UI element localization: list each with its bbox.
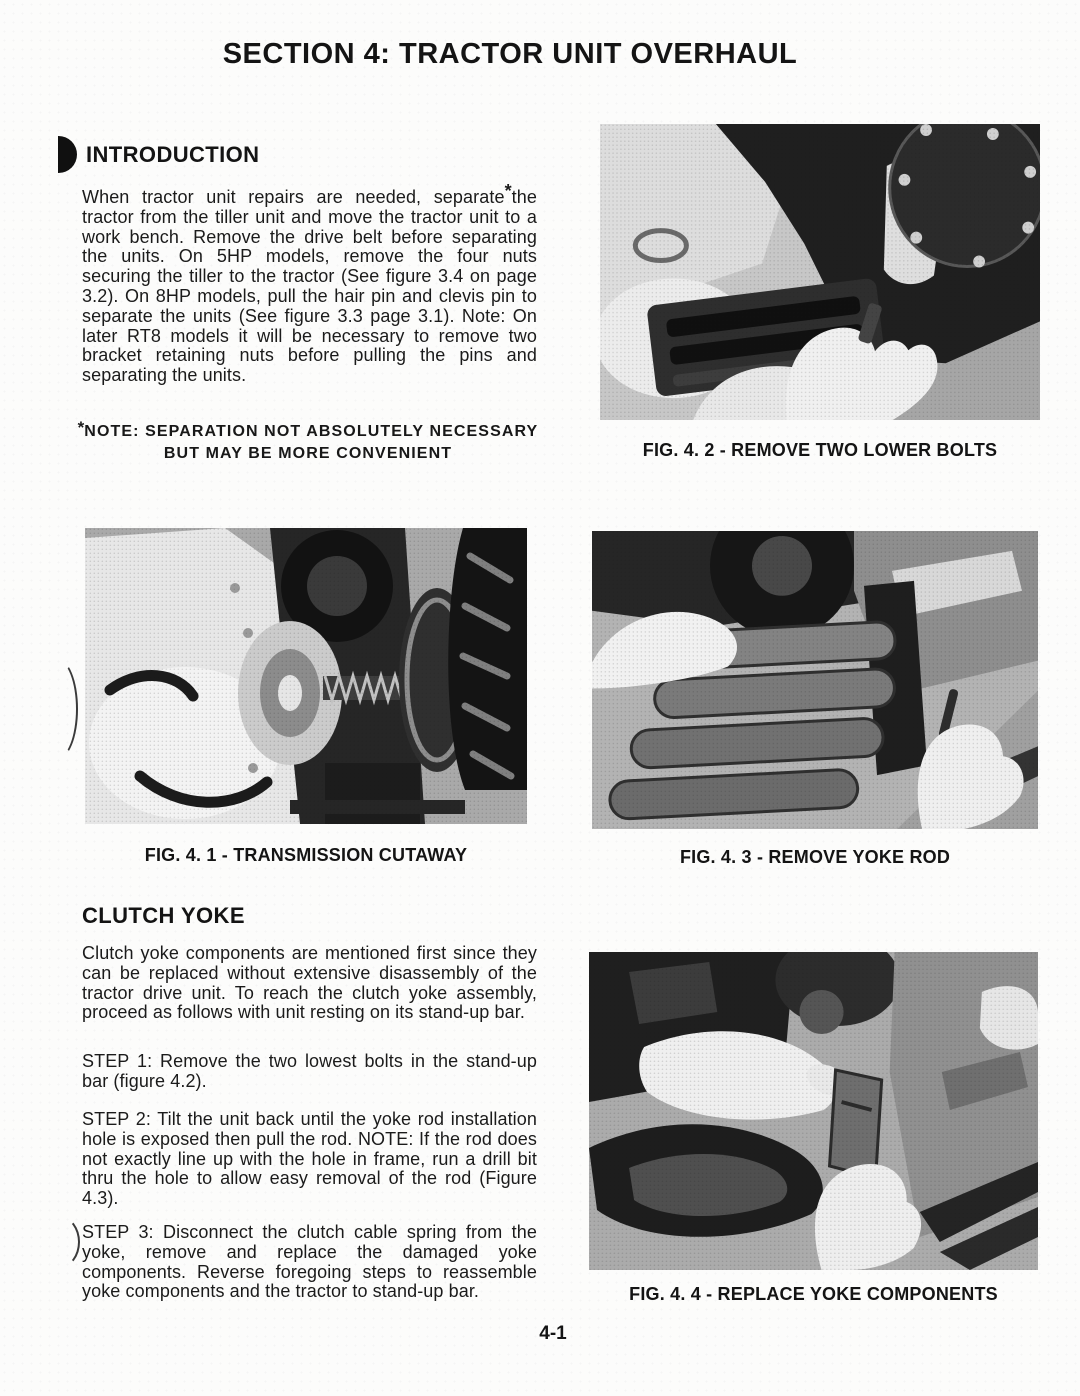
introduction-text-start: When tractor unit repairs are needed, separate — [82, 187, 505, 207]
caption-fig-4-2: FIG. 4. 2 - REMOVE TWO LOWER BOLTS — [642, 440, 998, 460]
footnote-line-1 — [62, 417, 554, 443]
page-number: 4-1 — [539, 1323, 567, 1344]
introduction-paragraph — [82, 181, 537, 386]
footnote-line-1-text: NOTE: SEPARATION NOT ABSOLUTELY NECESSARY — [84, 423, 539, 440]
figure-4-1 — [85, 528, 527, 824]
scan-artifact-curve-1 — [36, 658, 78, 760]
introduction-heading-row — [58, 136, 259, 173]
photo-remove-yoke-rod — [592, 531, 1038, 829]
caption-fig-4-3: FIG. 4. 3 - REMOVE YOKE ROD — [679, 847, 951, 867]
photo-remove-two-lower-bolts — [600, 124, 1040, 420]
step-2-paragraph: STEP 2: Tilt the unit back until the yoke rod installation hole is exposed then pull the rod. NOTE: If the rod does not exactly line up with the hole in frame, run a drill bit thru the hole to allow easy removal of the rod (Figure 4.3). — [82, 1109, 537, 1209]
step-1-paragraph: STEP 1: Remove the two lowest bolts in the stand-up bar (figure 4.2). — [82, 1051, 537, 1091]
clutch-yoke-paragraph: Clutch yoke components are mentioned first since they can be replaced without extensive disassembly of the tractor drive unit. To reach the clutch yoke assembly, proceed as follows with unit resting on its stand-up bar. — [82, 943, 537, 1023]
introduction-heading: INTRODUCTION — [86, 141, 260, 167]
photo-replace-yoke-components — [589, 952, 1038, 1270]
caption-fig-4-1: FIG. 4. 1 - TRANSMISSION CUTAWAY — [144, 845, 468, 865]
clutch-yoke-heading: CLUTCH YOKE — [82, 903, 245, 928]
scan-artifact-curve-2 — [40, 1216, 80, 1268]
figure-4-2 — [600, 124, 1040, 420]
footnote-note-asterisk: * — [77, 418, 85, 437]
footnote-line-2: BUT MAY BE MORE CONVENIENT — [163, 445, 453, 462]
figure-4-3 — [592, 531, 1038, 829]
caption-fig-4-4: FIG. 4. 4 - REPLACE YOKE COMPONENTS — [629, 1284, 998, 1304]
footnote-note — [62, 417, 554, 465]
step-3-paragraph: STEP 3: Disconnect the clutch cable spring from the yoke, remove and replace the damaged yoke components. Reverse foregoing steps to reassemble yoke components and the tractor to stand-up bar. — [82, 1222, 537, 1302]
section-marker-icon — [58, 136, 77, 173]
figure-4-4 — [589, 952, 1038, 1270]
page-title: SECTION 4: TRACTOR UNIT OVERHAUL — [222, 38, 798, 70]
photo-transmission-cutaway — [85, 528, 527, 824]
introduction-text-rest: the tractor from the tiller unit and move the tractor unit to a work bench. Remove the drive belt before separating the units. On 5HP models, remove the four nuts securing the tiller to the tractor (See figure 3.4 on page 3.2). On 8HP models, pull the hair pin and clevis pin to separate the units (See figure 3.3 page 3.1). Note: On later RT8 models it will be necessary to remove two bracket retaining nuts before pulling the pins and separating the units. — [82, 187, 537, 386]
footnote-asterisk: * — [504, 181, 512, 201]
